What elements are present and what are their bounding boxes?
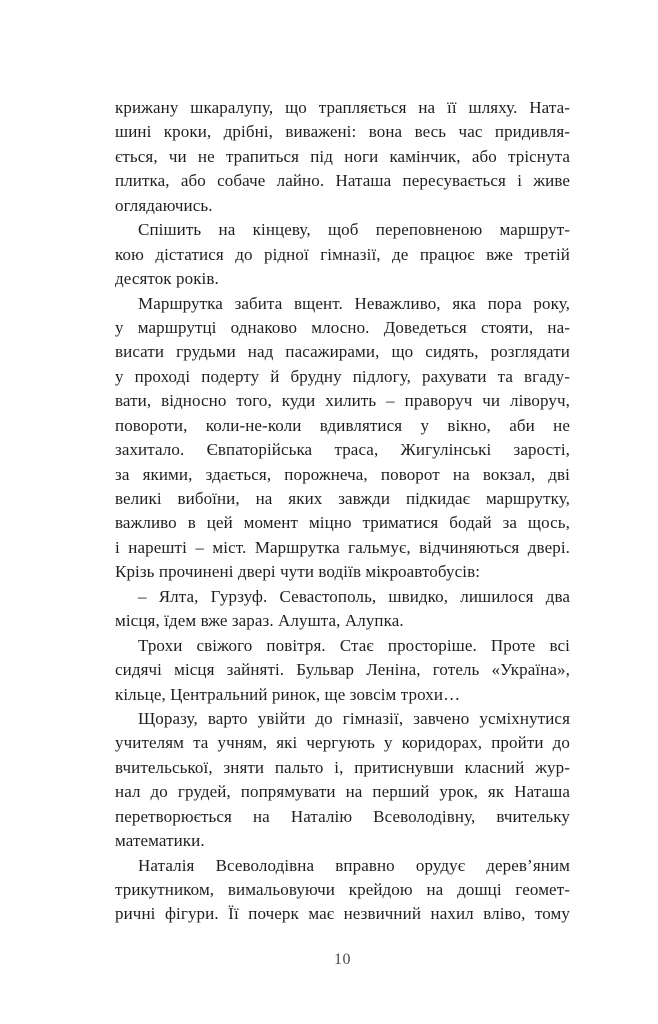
paragraph [115, 292, 570, 585]
text-line: кільце, Центральний ринок, ще зовсім трохи… [115, 684, 461, 704]
paragraph [115, 218, 570, 291]
text-line: Трохи свіжого повітря. Стає просторіше. Проте всі [138, 635, 570, 655]
paragraph [115, 707, 570, 854]
text-line: десяток років. [115, 269, 219, 289]
paragraph [115, 585, 570, 634]
text-line: місця, їдем вже зараз. Алушта, Алупка. [115, 611, 404, 631]
text-line: – Ялта, Гурзуф. Севастополь, швидко, лишилося два [138, 586, 570, 606]
text-line: Наталія Всеволодівна вправно орудує дерев’яним [138, 855, 570, 875]
paragraph [115, 96, 570, 218]
text-line: захитало. Євпаторійська траса, Жигулінські зарості, [115, 440, 570, 460]
text-line: важливо в цей момент міцно триматися бодай за щось, [115, 513, 570, 533]
text-line: вчительської, зняти пальто і, притиснувши класний жур- [115, 757, 570, 777]
text-line: перетворюється на Наталію Всеволодівну, вчительку [115, 806, 570, 826]
text-line: кою дістатися до рідної гімназії, де працює вже третій [115, 244, 570, 264]
text-line: крижану шкаралупу, що трапляється на її шляху. Ната- [115, 98, 570, 117]
text-line: математики. [115, 831, 205, 851]
text-line: Крізь прочинені двері чути водіїв мікроавтобусів: [115, 562, 481, 582]
text-line: ється, чи не трапиться під ноги камінчик, або тріснута [115, 146, 570, 166]
text-line: плитка, або собаче лайно. Наташа пересувається і живе [115, 171, 570, 191]
text-block [115, 96, 570, 927]
text-line: у маршрутці однаково млосно. Доведеться стояти, на- [115, 317, 570, 337]
text-line: шині кроки, дрібні, виважені: вона весь час придивля- [115, 122, 570, 142]
text-line: і нарешті – міст. Маршрутка гальмує, відчиняються двері. [115, 537, 570, 557]
text-line: нал до грудей, попрямувати на перший урок, як Наташа [115, 782, 570, 802]
text-line: вати, відносно того, куди хилить – праворуч чи ліворуч, [115, 391, 570, 411]
text-line: учителям та учням, які чергують у коридорах, пройти до [115, 733, 570, 753]
page-number: 10 [334, 951, 351, 968]
text-line: трикутником, вимальовуючи крейдою на дошці геомет- [115, 880, 570, 899]
text-line: ричні фігури. Її почерк має незвичний нахил вліво, тому [115, 904, 570, 924]
paragraph [115, 854, 570, 927]
text-line: у проході подерту й брудну підлогу, рахувати та вгаду- [115, 366, 570, 386]
text-line: сидячі місця зайняті. Бульвар Леніна, готель «Україна», [115, 660, 570, 680]
text-line: повороти, коли-не-коли вдивлятися у вікно, аби не [115, 415, 570, 435]
text-line: Спішить на кінцеву, щоб переповненою маршрут- [138, 220, 570, 240]
text-line: за якими, здається, порожнеча, поворот на вокзал, дві [115, 464, 570, 484]
text-line: висати грудьми над пасажирами, що сидять, розглядати [115, 342, 570, 362]
text-line: оглядаючись. [115, 195, 213, 215]
paragraph [115, 634, 570, 707]
text-line: Щоразу, варто увійти до гімназії, завчено усміхнутися [138, 708, 570, 728]
text-line: великі вибоїни, на яких завжди підкидає маршрутку, [115, 489, 570, 508]
text-line: Маршрутка забита вщент. Неважливо, яка пора року, [138, 293, 570, 313]
